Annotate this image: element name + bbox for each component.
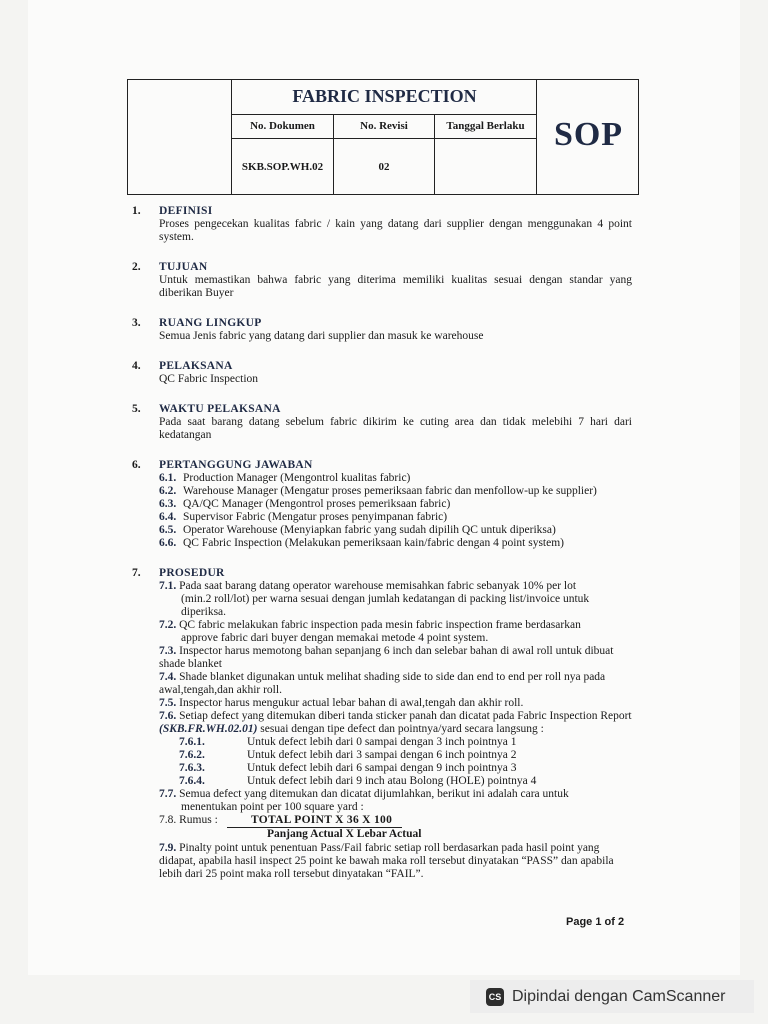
section-title: DEFINISI	[159, 205, 213, 217]
step-number: 7.1.	[159, 580, 177, 592]
procedure-step-7-5	[159, 697, 632, 710]
section-ruang-lingkup	[132, 317, 632, 343]
item-text: QC Fabric Inspection (Melakukan pemeriksaan kain/fabric dengan 4 point system)	[183, 537, 564, 549]
section-tujuan	[132, 261, 632, 300]
responsibility-item	[159, 524, 632, 537]
formula-denominator: Panjang Actual X Lebar Actual	[267, 828, 422, 840]
rule-text: Untuk defect lebih dari 3 sampai dengan 6 inch pointnya 2	[247, 749, 517, 761]
page-number: Page 1 of 2	[566, 916, 625, 928]
revision-value: 02	[378, 161, 390, 173]
step-number: 7.3.	[159, 645, 177, 657]
step-text-continued: (min.2 roll/lot) per warna sesuai dengan jumlah kedatangan di packing list/invoice untuk diperiksa.	[181, 593, 590, 618]
section-number: 5.	[132, 403, 141, 415]
section-title: WAKTU PELAKSANA	[159, 403, 281, 415]
step-number: 7.9.	[159, 842, 177, 854]
formula-numerator: TOTAL POINT X 36 X 100	[227, 814, 402, 828]
item-number: 6.1.	[159, 472, 177, 484]
section-title: TUJUAN	[159, 261, 208, 273]
defect-rule-item	[179, 749, 632, 762]
rule-text: Untuk defect lebih dari 6 sampai dengan 9 inch pointnya 3	[247, 762, 517, 774]
step-text-continued: sesuai dengan tipe defect dan pointnya/yard secara langsung :	[260, 723, 544, 735]
step-number: 7.4.	[159, 671, 177, 683]
document-body	[132, 205, 632, 881]
step-number: 7.6.	[159, 710, 177, 722]
section-number: 6.	[132, 459, 141, 471]
section-title: PELAKSANA	[159, 360, 233, 372]
section-number: 1.	[132, 205, 141, 217]
section-definisi	[132, 205, 632, 244]
procedure-step-7-6	[159, 710, 632, 736]
responsibility-item	[159, 498, 632, 511]
section-number: 3.	[132, 317, 141, 329]
item-text: Warehouse Manager (Mengatur proses pemeriksaan fabric dan menfollow-up ke supplier)	[183, 485, 597, 497]
procedure-step-7-3	[159, 645, 632, 671]
rule-number: 7.6.3.	[179, 762, 205, 774]
section-number: 4.	[132, 360, 141, 372]
defect-rule-item	[179, 736, 632, 749]
step-text: Setiap defect yang ditemukan diberi tanda sticker panah dan dicatat pada Fabric Inspection Report	[179, 710, 632, 722]
defect-rule-item	[179, 762, 632, 775]
rule-text: Untuk defect lebih dari 9 inch atau Bolong (HOLE) pointnya 4	[247, 775, 537, 787]
section-waktu-pelaksana	[132, 403, 632, 442]
responsibility-item	[159, 537, 632, 550]
rule-number: 7.6.4.	[179, 775, 205, 787]
section-title: PERTANGGUNG JAWABAN	[159, 459, 313, 471]
section-text: QC Fabric Inspection	[159, 373, 259, 385]
section-title: RUANG LINGKUP	[159, 317, 262, 329]
section-text: Pada saat barang datang sebelum fabric dikirim ke cuting area dan tidak melebihi 7 hari dari kedatangan	[159, 416, 632, 441]
doc-number-value: SKB.SOP.WH.02	[241, 161, 324, 173]
procedure-step-7-7	[159, 788, 632, 814]
camscanner-logo-icon: CS	[486, 988, 504, 1006]
section-text: Semua Jenis fabric yang datang dari supplier dan masuk ke warehouse	[159, 330, 484, 342]
responsibility-item	[159, 485, 632, 498]
rule-number: 7.6.1.	[179, 736, 205, 748]
item-text: Operator Warehouse (Menyiapkan fabric yang sudah dipilih QC untuk diperiksa)	[183, 524, 556, 536]
section-number: 2.	[132, 261, 141, 273]
step-number: 7.8.	[159, 814, 177, 826]
step-number: 7.7.	[159, 788, 177, 800]
section-number: 7.	[132, 567, 141, 579]
procedure-step-7-4	[159, 671, 632, 697]
item-number: 6.3.	[159, 498, 177, 510]
rule-text: Untuk defect lebih dari 0 sampai dengan 3 inch pointnya 1	[247, 736, 517, 748]
step-number: 7.2.	[159, 619, 177, 631]
watermark-text: Dipindai dengan CamScanner	[512, 987, 726, 1005]
document-header-table	[127, 79, 639, 195]
step-text: Semua defect yang ditemukan dan dicatat dijumlahkan, berikut ini adalah cara untuk	[179, 788, 569, 800]
step-number: 7.5.	[159, 697, 177, 709]
responsibility-item	[159, 511, 632, 524]
col-revision-label: No. Revisi	[360, 120, 408, 132]
step-text-continued: approve fabric dari buyer dengan memakai metode 4 point system.	[181, 632, 489, 644]
section-text: Proses pengecekan kualitas fabric / kain yang datang dari supplier dengan menggunakan 4 point system.	[159, 218, 632, 243]
item-text: Production Manager (Mengontrol kualitas fabric)	[183, 472, 411, 484]
col-effective-date-label: Tanggal Berlaku	[446, 120, 525, 132]
item-text: Supervisor Fabric (Mengatur proses penyimpanan fabric)	[183, 511, 448, 523]
section-prosedur	[132, 567, 632, 881]
procedure-step-7-9	[159, 842, 632, 881]
section-title: PROSEDUR	[159, 567, 225, 579]
responsibility-item	[159, 472, 632, 485]
item-text: QA/QC Manager (Mengontrol proses pemeriksaan fabric)	[183, 498, 451, 510]
step-text: QC fabric melakukan fabric inspection pada mesin fabric inspection frame berdasarkan	[179, 619, 581, 631]
step-text: Pada saat barang datang operator warehouse memisahkan fabric sebanyak 10% per lot	[179, 580, 577, 592]
procedure-step-7-1	[159, 580, 632, 619]
item-number: 6.4.	[159, 511, 177, 523]
formula-label: Rumus :	[179, 814, 218, 826]
step-text: Inspector harus memotong bahan sepanjang 6 inch dan selebar bahan di awal roll untuk dibuat shade blanket	[159, 645, 614, 670]
formula-block	[159, 814, 632, 842]
step-text: Inspector harus mengukur actual lebar bahan di awal,tengah dan akhir roll.	[179, 697, 524, 709]
section-pertanggung-jawaban	[132, 459, 632, 550]
defect-rule-item	[179, 775, 632, 788]
col-doc-number-label: No. Dokumen	[250, 120, 315, 132]
item-number: 6.5.	[159, 524, 177, 536]
camscanner-watermark	[470, 980, 754, 1013]
section-pelaksana	[132, 360, 632, 386]
item-number: 6.6.	[159, 537, 177, 549]
procedure-step-7-2	[159, 619, 632, 645]
step-text-continued: menentukan point per 100 square yard :	[181, 801, 364, 813]
step-text: Shade blanket digunakan untuk melihat shading side to side dan end to end per roll nya pada awal,tengah,dan akhir roll.	[159, 671, 606, 696]
rule-number: 7.6.2.	[179, 749, 205, 761]
step-text: Pinalty point untuk penentuan Pass/Fail fabric setiap roll berdasarkan pada hasil point yang didapat, apabila hasil inspect 25 point ke bawah maka roll tersebut dinyatakan “PASS” dan apabila lebih dari 25 point maka roll tersebut dinyatakan “FAIL”.	[159, 842, 614, 880]
document-title: FABRIC INSPECTION	[292, 86, 477, 106]
form-reference: (SKB.FR.WH.02.01)	[159, 723, 258, 735]
section-text: Untuk memastikan bahwa fabric yang diterima memiliki kualitas sesuai dengan standar yang diberikan Buyer	[159, 274, 632, 299]
item-number: 6.2.	[159, 485, 177, 497]
sop-label: SOP	[553, 116, 624, 153]
